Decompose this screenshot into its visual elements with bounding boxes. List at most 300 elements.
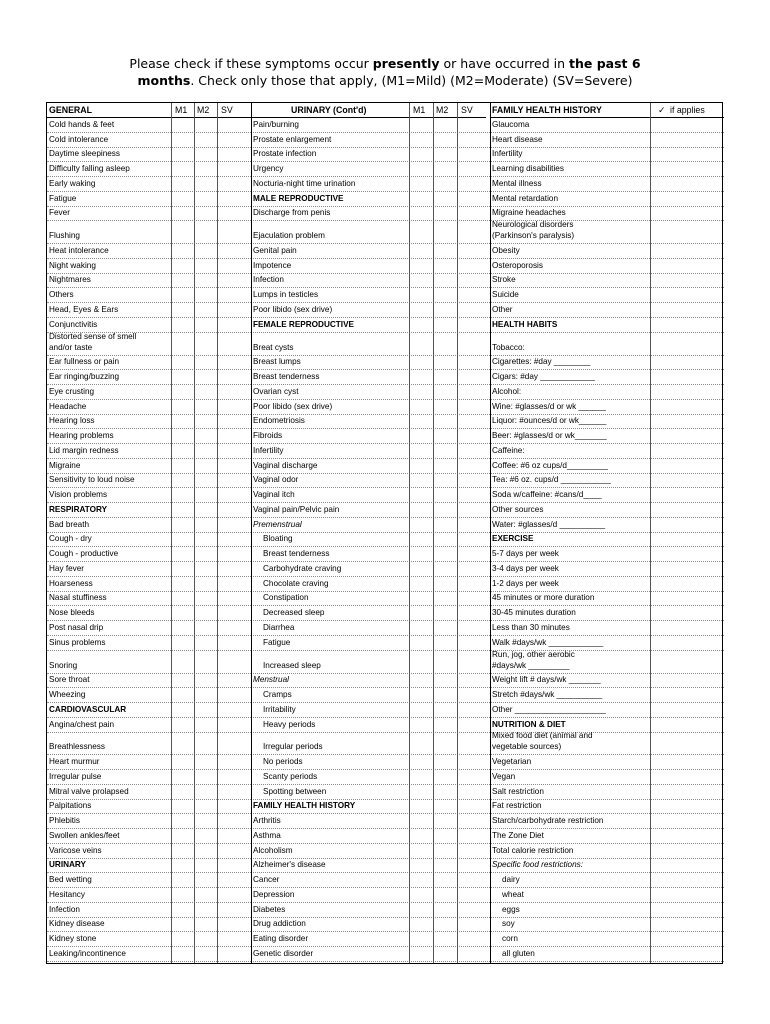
symptom-row[interactable] xyxy=(490,755,724,770)
row-label: NUTRITION & DIET xyxy=(492,719,566,729)
symptom-row[interactable] xyxy=(251,947,490,962)
symptom-row[interactable] xyxy=(47,621,251,636)
section-heading xyxy=(251,800,490,815)
row-label: Heart disease xyxy=(492,134,543,144)
symptom-row[interactable] xyxy=(490,785,724,800)
row-label: Migraine headaches xyxy=(492,208,566,218)
section-heading xyxy=(47,703,251,718)
symptom-row[interactable] xyxy=(251,844,490,859)
symptom-row[interactable] xyxy=(47,651,251,674)
row-label: Fatigue xyxy=(263,637,291,647)
row-label: Water: #glasses/d __________ xyxy=(492,519,606,529)
symptom-row[interactable] xyxy=(47,829,251,844)
symptom-row[interactable] xyxy=(47,636,251,651)
symptom-row[interactable] xyxy=(47,888,251,903)
row-label: Caffeine: xyxy=(492,445,525,455)
symptom-row[interactable] xyxy=(47,606,251,621)
symptom-row[interactable] xyxy=(251,621,490,636)
symptom-row[interactable] xyxy=(251,814,490,829)
symptom-row[interactable] xyxy=(47,474,251,489)
row-label: Osteroporosis xyxy=(492,260,543,270)
symptom-row[interactable] xyxy=(251,244,490,259)
symptom-row[interactable] xyxy=(490,148,724,163)
row-label: Soda w/caffeine: #cans/d____ xyxy=(492,490,602,500)
row-label: Ovarian cyst xyxy=(253,386,299,396)
symptom-row[interactable] xyxy=(47,932,251,947)
row-label: Heavy periods xyxy=(263,719,316,729)
row-label: Salt restriction xyxy=(492,786,544,796)
row-label: Urgency xyxy=(253,164,284,174)
row-label: Lumps in testicles xyxy=(253,290,319,300)
symptom-row[interactable] xyxy=(490,703,724,718)
row-label: Run, jog, other aerobic #days/wk _________ xyxy=(492,649,575,670)
row-label: Breathlessness xyxy=(49,742,105,752)
symptom-row[interactable] xyxy=(251,888,490,903)
symptom-row[interactable] xyxy=(490,162,724,177)
row-label: Breast tenderness xyxy=(253,372,320,382)
symptom-row[interactable] xyxy=(251,459,490,474)
row-label: Night waking xyxy=(49,260,96,270)
row-label: Suicide xyxy=(492,290,519,300)
symptom-row[interactable] xyxy=(490,133,724,148)
symptom-row[interactable] xyxy=(490,947,724,962)
row-label: Prostate infection xyxy=(253,149,317,159)
symptom-row[interactable] xyxy=(251,274,490,289)
symptom-row[interactable] xyxy=(47,444,251,459)
symptom-row[interactable] xyxy=(251,207,490,222)
row-label: Total calorie restriction xyxy=(492,845,574,855)
header-m2: M2 xyxy=(197,105,210,115)
row-label: Walk #days/wk ____________ xyxy=(492,637,604,647)
symptom-row[interactable] xyxy=(251,503,490,518)
symptom-row[interactable] xyxy=(47,873,251,888)
row-label: Beer: #glasses/d or wk_______ xyxy=(492,431,607,441)
column-urinary-contd xyxy=(251,103,486,963)
symptom-row[interactable] xyxy=(47,429,251,444)
symptom-row[interactable] xyxy=(47,303,251,318)
row-label: RESPIRATORY xyxy=(49,504,108,514)
symptom-row[interactable] xyxy=(490,385,724,400)
symptom-row[interactable] xyxy=(47,785,251,800)
row-label: FAMILY HEALTH HISTORY xyxy=(253,801,356,811)
row-label: Sinus problems xyxy=(49,637,106,647)
symptom-row[interactable] xyxy=(251,703,490,718)
row-label: Irritability xyxy=(263,704,296,714)
symptom-row[interactable] xyxy=(47,562,251,577)
row-label: Menstrual xyxy=(253,675,289,685)
row-label: Breast tenderness xyxy=(263,549,330,559)
symptom-row[interactable] xyxy=(490,370,724,385)
symptom-row[interactable] xyxy=(490,674,724,689)
symptom-row[interactable] xyxy=(47,918,251,933)
symptom-row[interactable] xyxy=(251,932,490,947)
symptom-row[interactable] xyxy=(47,415,251,430)
row-label: The Zone Diet xyxy=(492,830,544,840)
symptom-row[interactable] xyxy=(47,370,251,385)
symptom-row[interactable] xyxy=(251,755,490,770)
column-family-health-history xyxy=(490,103,724,963)
row-label: Neurological disorders (Parkinson's paralysis) xyxy=(492,220,575,241)
symptom-row[interactable] xyxy=(490,651,724,674)
symptom-row[interactable] xyxy=(490,259,724,274)
row-label: Cigarettes: #day ________ xyxy=(492,357,591,367)
row-label: 1-2 days per week xyxy=(492,578,559,588)
row-label: Premenstrual xyxy=(253,519,302,529)
instructions-text-2: or have occurred in xyxy=(439,56,570,71)
symptom-row[interactable] xyxy=(47,518,251,533)
symptom-row[interactable] xyxy=(251,259,490,274)
symptom-row[interactable] xyxy=(490,621,724,636)
row-label: eggs xyxy=(502,904,520,914)
row-label: Scanty periods xyxy=(263,771,318,781)
row-label: Angina/chest pain xyxy=(49,719,115,729)
symptom-row[interactable] xyxy=(490,177,724,192)
symptom-row[interactable] xyxy=(47,844,251,859)
symptom-row[interactable] xyxy=(251,718,490,733)
symptom-row[interactable] xyxy=(490,303,724,318)
symptom-row[interactable] xyxy=(47,770,251,785)
symptom-row[interactable] xyxy=(47,718,251,733)
row-label: Starch/carbohydrate restriction xyxy=(492,816,604,826)
section-heading xyxy=(47,859,251,874)
row-label: Breast lumps xyxy=(253,357,301,367)
row-label: Chocolate craving xyxy=(263,578,329,588)
symptom-row[interactable] xyxy=(490,606,724,621)
symptom-row[interactable] xyxy=(490,274,724,289)
row-label: dairy xyxy=(502,875,520,885)
row-label: Cigars: #day ____________ xyxy=(492,372,595,382)
row-label: Vegan xyxy=(492,771,516,781)
divider-m1-col1 xyxy=(171,103,172,963)
row-label: EXERCISE xyxy=(492,534,534,544)
row-label: Bloating xyxy=(263,534,293,544)
row-label: Mitral valve prolapsed xyxy=(49,786,129,796)
symptom-row[interactable] xyxy=(490,221,724,244)
symptom-row[interactable] xyxy=(490,888,724,903)
row-label: Hearing loss xyxy=(49,416,95,426)
symptom-row[interactable] xyxy=(251,333,490,356)
row-label: Impotence xyxy=(253,260,292,270)
symptom-row[interactable] xyxy=(251,177,490,192)
header-m1: M1 xyxy=(175,105,188,115)
row-label: Alzheimer's disease xyxy=(253,860,326,870)
symptom-row[interactable] xyxy=(47,133,251,148)
symptom-row[interactable] xyxy=(490,503,724,518)
symptom-row[interactable] xyxy=(47,207,251,222)
header-if-applies: if applies xyxy=(670,105,705,115)
row-label: Ear fullness or pain xyxy=(49,357,120,367)
row-label: Weight lift # days/wk _______ xyxy=(492,675,601,685)
header-m1: M1 xyxy=(413,105,426,115)
row-label: Poor libido (sex drive) xyxy=(253,401,333,411)
symptom-row[interactable] xyxy=(490,829,724,844)
symptom-row[interactable] xyxy=(251,592,490,607)
symptom-row[interactable] xyxy=(251,148,490,163)
row-label: Post nasal drip xyxy=(49,622,104,632)
row-label: Other xyxy=(492,304,513,314)
row-label: 30-45 minutes duration xyxy=(492,608,576,618)
symptom-row[interactable] xyxy=(47,162,251,177)
symptom-row[interactable] xyxy=(47,903,251,918)
symptom-row[interactable] xyxy=(47,400,251,415)
symptom-row[interactable] xyxy=(251,118,490,133)
symptom-row[interactable] xyxy=(47,288,251,303)
header-sv: SV xyxy=(221,105,233,115)
symptom-row[interactable] xyxy=(47,800,251,815)
symptom-row[interactable] xyxy=(251,785,490,800)
symptom-row[interactable] xyxy=(47,148,251,163)
symptom-row[interactable] xyxy=(47,192,251,207)
symptom-row[interactable] xyxy=(490,562,724,577)
symptom-row[interactable] xyxy=(490,733,724,756)
divider-col2-col3 xyxy=(490,103,491,963)
symptom-row[interactable] xyxy=(490,488,724,503)
row-label: Fever xyxy=(49,208,70,218)
row-label: Wheezing xyxy=(49,690,86,700)
subsection-heading xyxy=(490,859,724,874)
symptom-row[interactable] xyxy=(251,873,490,888)
row-label: Endometriosis xyxy=(253,416,305,426)
row-label: Conjunctivitis xyxy=(49,319,98,329)
symptom-row[interactable] xyxy=(251,688,490,703)
row-label: Headache xyxy=(49,401,87,411)
symptom-row[interactable] xyxy=(251,370,490,385)
symptom-row[interactable] xyxy=(251,488,490,503)
symptom-row[interactable] xyxy=(251,547,490,562)
row-label: Discharge from penis xyxy=(253,208,331,218)
row-label: Asthma xyxy=(253,830,281,840)
symptom-row[interactable] xyxy=(47,333,251,356)
symptom-row[interactable] xyxy=(251,562,490,577)
symptom-row[interactable] xyxy=(490,356,724,371)
symptom-row[interactable] xyxy=(251,415,490,430)
symptom-row[interactable] xyxy=(251,770,490,785)
instructions-text-1: Please check if these symptoms occur xyxy=(129,56,373,71)
row-label: Eye crusting xyxy=(49,386,95,396)
symptom-row[interactable] xyxy=(490,518,724,533)
row-label: Hay fever xyxy=(49,563,85,573)
symptom-row[interactable] xyxy=(251,385,490,400)
row-label: Mixed food diet (animal and vegetable sources) xyxy=(492,731,593,752)
row-label: Kidney disease xyxy=(49,919,105,929)
symptom-row[interactable] xyxy=(490,444,724,459)
row-label: Diabetes xyxy=(253,904,286,914)
symptom-row[interactable] xyxy=(47,592,251,607)
row-label: Fatigue xyxy=(49,193,77,203)
row-label: Diarrhea xyxy=(263,622,295,632)
symptom-row[interactable] xyxy=(47,947,251,962)
symptom-row[interactable] xyxy=(47,274,251,289)
row-label: Nocturia-night time urination xyxy=(253,178,356,188)
symptom-row[interactable] xyxy=(251,356,490,371)
symptom-row[interactable] xyxy=(490,814,724,829)
row-label: Cold hands & feet xyxy=(49,119,115,129)
symptom-row[interactable] xyxy=(47,244,251,259)
row-label: Wine: #glasses/d or wk ______ xyxy=(492,401,606,411)
symptom-row[interactable] xyxy=(251,606,490,621)
symptom-row[interactable] xyxy=(251,533,490,548)
symptom-row[interactable] xyxy=(47,755,251,770)
symptom-row[interactable] xyxy=(251,651,490,674)
row-label: Difficulty falling asleep xyxy=(49,164,130,174)
symptom-row[interactable] xyxy=(490,459,724,474)
row-label: Hearing problems xyxy=(49,431,114,441)
symptom-row[interactable] xyxy=(47,221,251,244)
row-label: Alcoholism xyxy=(253,845,293,855)
row-label: Less than 30 minutes xyxy=(492,622,570,632)
row-label: Flushing xyxy=(49,231,80,241)
row-label: Pain/burning xyxy=(253,119,299,129)
row-label: Carbohydrate craving xyxy=(263,563,342,573)
symptom-row[interactable] xyxy=(490,429,724,444)
symptom-row[interactable] xyxy=(490,903,724,918)
row-label: Sensitivity to loud noise xyxy=(49,475,135,485)
symptom-row[interactable] xyxy=(251,400,490,415)
symptom-row[interactable] xyxy=(47,674,251,689)
row-label: Vaginal odor xyxy=(253,475,299,485)
row-label: Infection xyxy=(49,904,80,914)
symptom-row[interactable] xyxy=(490,192,724,207)
row-label: Specific food restrictions: xyxy=(492,860,584,870)
instructions-text-3: . Check only those that apply, (M1=Mild) (M2=Moderate) (SV=Severe) xyxy=(190,73,633,88)
symptom-row[interactable] xyxy=(47,547,251,562)
row-label: Other ____________________ xyxy=(492,704,606,714)
symptom-row[interactable] xyxy=(47,688,251,703)
symptom-row[interactable] xyxy=(490,474,724,489)
row-label: Glaucoma xyxy=(492,119,530,129)
row-label: Decreased sleep xyxy=(263,608,325,618)
divider-col1-col2 xyxy=(251,103,252,963)
symptom-row[interactable] xyxy=(251,133,490,148)
symptom-row[interactable] xyxy=(251,829,490,844)
divider-checkbox-col3 xyxy=(650,103,651,963)
symptom-row[interactable] xyxy=(47,533,251,548)
divider-m2-col1 xyxy=(194,103,195,963)
row-label: Vision problems xyxy=(49,490,108,500)
symptom-row[interactable] xyxy=(251,221,490,244)
row-label: Cramps xyxy=(263,690,292,700)
header-label-urinary-contd: URINARY (Cont'd) xyxy=(291,105,367,115)
symptom-row[interactable] xyxy=(490,547,724,562)
symptom-row[interactable] xyxy=(251,288,490,303)
symptom-row[interactable] xyxy=(490,770,724,785)
symptom-row[interactable] xyxy=(251,903,490,918)
symptom-row[interactable] xyxy=(490,415,724,430)
symptom-row[interactable] xyxy=(47,459,251,474)
symptom-row[interactable] xyxy=(47,177,251,192)
row-label: wheat xyxy=(502,889,524,899)
symptom-row[interactable] xyxy=(251,444,490,459)
instructions-bold-presently: presently xyxy=(372,56,440,71)
symptom-row[interactable] xyxy=(47,259,251,274)
row-label: Stroke xyxy=(492,275,516,285)
row-label: Varicose veins xyxy=(49,845,102,855)
row-label: all gluten xyxy=(502,948,535,958)
row-label: Infertility xyxy=(253,445,284,455)
symptom-row[interactable] xyxy=(490,918,724,933)
symptom-row[interactable] xyxy=(251,162,490,177)
symptom-row[interactable] xyxy=(490,244,724,259)
row-label: Irregular pulse xyxy=(49,771,102,781)
symptoms-checklist-table xyxy=(46,102,723,964)
symptom-row[interactable] xyxy=(47,814,251,829)
row-label: Swollen ankles/feet xyxy=(49,830,120,840)
column-header-family-health-history xyxy=(490,103,724,118)
symptom-row[interactable] xyxy=(490,288,724,303)
row-label: Drug addiction xyxy=(253,919,306,929)
symptom-row[interactable] xyxy=(251,474,490,489)
row-label: Cough - dry xyxy=(49,534,92,544)
row-label: Heat intolerance xyxy=(49,245,109,255)
row-label: Others xyxy=(49,290,74,300)
row-label: Constipation xyxy=(263,593,309,603)
symptom-row[interactable] xyxy=(251,577,490,592)
row-label: 45 minutes or more duration xyxy=(492,593,595,603)
symptom-row[interactable] xyxy=(251,918,490,933)
instructions-bold-past-6-months: the past 6 months xyxy=(137,56,641,88)
row-label: Increased sleep xyxy=(263,660,321,670)
row-label: Other sources xyxy=(492,504,544,514)
row-label: Vaginal itch xyxy=(253,490,295,500)
symptom-row[interactable] xyxy=(251,636,490,651)
symptom-row[interactable] xyxy=(47,488,251,503)
row-label: Palpitations xyxy=(49,801,92,811)
symptom-row[interactable] xyxy=(490,688,724,703)
row-label: Learning disabilities xyxy=(492,164,564,174)
symptom-row[interactable] xyxy=(490,844,724,859)
symptom-row[interactable] xyxy=(47,733,251,756)
row-label: Hoarseness xyxy=(49,578,93,588)
form-instructions xyxy=(100,55,670,89)
column-general xyxy=(47,103,283,963)
symptom-row[interactable] xyxy=(47,356,251,371)
symptom-row[interactable] xyxy=(490,118,724,133)
row-label: soy xyxy=(502,919,515,929)
symptom-row[interactable] xyxy=(47,118,251,133)
divider-sv-col2 xyxy=(457,103,458,963)
symptom-row[interactable] xyxy=(490,873,724,888)
row-label: Coffee: #6 oz cups/d_________ xyxy=(492,460,608,470)
row-label: Eating disorder xyxy=(253,934,309,944)
header-m2: M2 xyxy=(436,105,449,115)
row-label: Distorted sense of smell and/or taste xyxy=(49,331,137,352)
row-label: FEMALE REPRODUCTIVE xyxy=(253,319,354,329)
row-label: Head, Eyes & Ears xyxy=(49,304,119,314)
symptom-row[interactable] xyxy=(251,859,490,874)
symptom-row[interactable] xyxy=(47,577,251,592)
row-label: Alcohol: xyxy=(492,386,522,396)
symptom-row[interactable] xyxy=(251,303,490,318)
subsection-heading xyxy=(251,518,490,533)
symptom-row[interactable] xyxy=(490,577,724,592)
row-label: Infertility xyxy=(492,149,523,159)
symptom-row[interactable] xyxy=(490,592,724,607)
row-label: Bad breath xyxy=(49,519,90,529)
symptom-row[interactable] xyxy=(490,400,724,415)
row-label: Bed wetting xyxy=(49,875,92,885)
row-label: Liquor: #ounces/d or wk______ xyxy=(492,416,607,426)
row-label: Depression xyxy=(253,889,295,899)
symptom-row[interactable] xyxy=(47,385,251,400)
symptom-row[interactable] xyxy=(490,800,724,815)
symptom-row[interactable] xyxy=(490,932,724,947)
symptom-row[interactable] xyxy=(251,733,490,756)
symptom-row[interactable] xyxy=(251,429,490,444)
column-header-general xyxy=(47,103,283,118)
symptom-row[interactable] xyxy=(490,333,724,356)
row-label: Infection xyxy=(253,275,284,285)
row-label: Fibroids xyxy=(253,431,283,441)
